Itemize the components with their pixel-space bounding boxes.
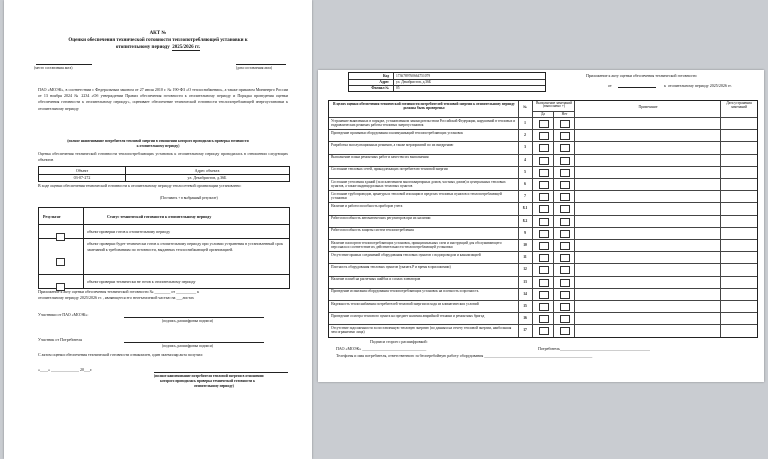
no-checkbox[interactable]	[560, 144, 570, 152]
checklist-row-number: 11	[523, 255, 527, 260]
place-caption: (место составления акта)	[34, 66, 73, 70]
yes-checkbox[interactable]	[539, 303, 549, 311]
date-caption: (дата составления акта)	[236, 66, 273, 70]
yes-checkbox[interactable]	[539, 230, 549, 238]
checklist-row-text: Наличие паспортов теплопотребляющих установок, принципиальных схем и инструкций для обслуживающего персонала и соответствие их действительности теплопотребляющей установки	[331, 240, 502, 249]
checklist-row-number: 13	[523, 279, 527, 284]
consumer-name-line[interactable]	[154, 372, 288, 373]
yes-checkbox[interactable]	[539, 266, 549, 274]
result-label-ready: объект проверки готов к отопительному периоду	[87, 229, 171, 234]
bottom-caption-3: отопительному периоду)	[194, 384, 234, 388]
yes-checkbox[interactable]	[539, 193, 549, 201]
checklist-row-text: Выполнение плана ремонтных работ и качество их выполнения	[331, 155, 429, 160]
num-header: №	[523, 105, 527, 109]
no-checkbox[interactable]	[560, 132, 570, 140]
no-checkbox[interactable]	[560, 279, 570, 287]
appendix-from: от	[608, 83, 612, 88]
appendix-period: к отопительному периоду 2025/2026 гг.	[664, 83, 732, 88]
no-checkbox[interactable]	[560, 157, 570, 165]
field-value-code: 1736789760664751079	[396, 74, 431, 78]
done-header: Выполнение замечаний (выполнено +)	[535, 100, 573, 108]
checklist-row-number: 8.1	[522, 206, 528, 211]
status-header: Статус технической готовности к отопительному периоду	[107, 214, 212, 219]
consumer-participant-label: Участник от Потребителя	[38, 337, 83, 342]
bottom-caption-1: (полное наименование потребителя тепловой энергии в отношении	[154, 374, 264, 378]
date-header: Дата устранения замечаний	[726, 101, 752, 109]
appendix-title: Приложение к акту оценки обеспечения технической готовности	[586, 73, 697, 78]
field-value-branch: 05	[396, 86, 400, 90]
intro-paragraph: ПАО «МОЭК», в соответствии с Федеральным законом от 27 июля 2010 г. № 190-ФЗ «О теплоснабжении», а также приказом Минэнерго России от 13 ноября 2024 № 2234 «Об утверждении Правил обеспечения готовности к отопительному периоду и Порядка проведения оценки обеспечения готовности к отопительному периоду», оценивает обеспечение технической готовности теплопотребляющей энергоустановки к отопительному периоду	[38, 87, 288, 111]
checklist-row-text: Отсутствие прямых соединений оборудования тепловых пунктов с водопроводом и канализацией	[331, 252, 481, 257]
object-address: ул. Декабристов, д.36Б	[187, 174, 227, 180]
act-subtitle: Оценки обеспечения технической готовности теплопотребляющей установки к	[68, 38, 248, 43]
no-checkbox[interactable]	[560, 242, 570, 250]
no-checkbox[interactable]	[560, 303, 570, 311]
yes-header: Да	[540, 112, 546, 116]
yes-checkbox[interactable]	[539, 132, 549, 140]
consumer-caption-2: к отопительному периоду)	[136, 144, 180, 148]
result-checkbox-conditional[interactable]	[56, 253, 65, 271]
checklist-row-text: Отсутствие задолженности за поставленную тепловую энергию (по данным на отчету тепловой энергии, наибольшая чем ограничено лица)	[331, 325, 512, 335]
checklist-row-number: 1	[524, 121, 526, 125]
yes-checkbox[interactable]	[539, 169, 549, 177]
address-header: Адрес объекта	[194, 168, 220, 173]
during-note: (Поставить + в выбранный результат)	[160, 195, 218, 200]
field-value-address: ул. Декабристов, д.36Б	[396, 80, 431, 84]
appendix-line: Приложение к акту оценки обеспечения технической готовности № ________ от __________ к	[38, 289, 200, 294]
signatures-title: Подписи сторон с расшифровкой:	[370, 339, 428, 344]
checklist-row-number: 6	[524, 182, 526, 186]
no-checkbox[interactable]	[560, 120, 570, 128]
checklist-row-text: Работоспособность автоматических регуляторов при их наличии	[331, 216, 431, 221]
during-paragraph: В ходе оценки обеспечения технической готовности к отопительному периоду теплосетевой организации установлено:	[38, 183, 242, 188]
checklist-row-text: Разработка эксплуатационных режимов, а также мероприятий по их внедрению	[331, 142, 454, 147]
checklist-table	[328, 100, 758, 338]
no-checkbox[interactable]	[560, 266, 570, 274]
checklist-row-number: 2	[524, 133, 526, 138]
sig-caption-1: (подпись, расшифровка подписи)	[162, 319, 214, 323]
field-label-address: Адрес	[379, 80, 389, 84]
consumer-caption: (полное наименование потребителя тепловой энергии в отношении которого проводилась проверка готовности	[67, 139, 249, 143]
object-code: 03-07-272	[73, 174, 91, 180]
yes-checkbox[interactable]	[539, 157, 549, 165]
object-header: Объект	[75, 168, 89, 173]
field-label-branch: Филиал №	[371, 86, 389, 90]
checklist-row-text: Наличие пломб на расчетных шайбах и соплах элеваторов	[331, 277, 421, 282]
checklist-row-text: Проведение испытания оборудования теплопотребляющих установок на плотность и прочность	[331, 289, 479, 294]
no-checkbox[interactable]	[560, 193, 570, 201]
yes-checkbox[interactable]	[539, 120, 549, 128]
sig-consumer-label: Потребитель_____________________________________________	[538, 346, 650, 351]
no-checkbox[interactable]	[560, 230, 570, 238]
yes-checkbox[interactable]	[539, 242, 549, 250]
date-fill-line[interactable]: «____» ______________ 20___г.	[38, 367, 93, 372]
no-checkbox[interactable]	[560, 181, 570, 189]
place-line[interactable]	[36, 64, 92, 65]
checklist-row-number: 4	[524, 157, 526, 162]
yes-checkbox[interactable]	[539, 291, 549, 299]
result-label-not-ready: объект проверки технически не готов к отопительному периоду	[87, 279, 196, 284]
checklist-row-number: 5	[524, 169, 526, 174]
checklist-row-text: Плотность оборудования тепловых пунктов (указать Р и время в приложении)	[331, 264, 451, 269]
participants-label: Участники от ПАО «МОЭК»:	[38, 312, 89, 317]
checklist-row-text: Надежность теплоснабжения потребителей тепловой энергии исходя из климатических условий	[331, 301, 479, 306]
result-checkbox-ready[interactable]	[56, 228, 65, 246]
checklist-row-number: 14	[523, 291, 527, 296]
checklist-row-text: Состояние трубопроводов, арматуры и тепловой изоляции в пределах тепловых пунктов и теплопотребляющей установки	[331, 191, 502, 200]
field-label-code: Код	[383, 74, 389, 78]
checklist-row-number: 12	[523, 267, 527, 272]
no-checkbox[interactable]	[560, 254, 570, 262]
no-checkbox[interactable]	[560, 291, 570, 299]
no-checkbox[interactable]	[560, 315, 570, 323]
checklist-row-text: Состояние утепления зданий (за исключением многоквартирных домов, частных домов) и центральных тепловых пунктов, а также индивидуальных тепловых пунктов	[331, 179, 506, 188]
sig-org-label: ПАО «МОЭК» ________________________________	[336, 346, 427, 351]
checklist-row-number: 8.2	[522, 218, 528, 223]
no-checkbox[interactable]	[560, 169, 570, 177]
checklist-row-number: 10	[523, 243, 527, 247]
checklist-row-text: Наличие и работоспособность приборов учета	[331, 203, 403, 208]
yes-checkbox[interactable]	[539, 279, 549, 287]
criteria-header: В целях оценки обеспечения технической готовности потребителей тепловой энергии к отопительному периоду должны быть проверены:	[333, 102, 515, 110]
appendix-page	[318, 70, 764, 382]
act-title: АКТ №	[149, 31, 167, 36]
yes-checkbox[interactable]	[539, 205, 549, 213]
checklist-row-text: Устранение выявленных в порядке, установленном законодательством Российской Федерации, нарушений в тепловых и гидравлических режимах работы тепловых энергоустановок	[331, 118, 516, 127]
checklist-row-number: 15	[523, 304, 527, 308]
act-subtitle-2: отопительному периоду 2025/2026 гг.	[115, 45, 201, 50]
yes-checkbox[interactable]	[539, 327, 549, 335]
no-checkbox[interactable]	[560, 327, 570, 335]
act-page	[4, 0, 312, 459]
no-checkbox[interactable]	[560, 218, 570, 226]
object-table	[38, 166, 290, 182]
checklist-row-text: Работоспособность защиты систем теплопотребления	[331, 228, 414, 233]
checklist-row-text: Состояние тепловых сетей, принадлежащих потребителю тепловой энергии	[331, 167, 448, 172]
phones-line: Телефоны и имя потребителя, ответственного за бесперебойную работу оборудования ______________________________________________________	[336, 353, 593, 358]
consumer-signature-line[interactable]	[124, 342, 264, 343]
result-label-conditional: объект проверки будет технически готов к отопительному периоду при условии устранения в установленный срок замечаний к требованиям по готовности, выданных теплоснабжающей организацией.	[87, 241, 283, 253]
assessment-paragraph: Оценка обеспечения технической готовности теплопотребляющих установок к отопительному периоду проводилась в отношении следующих объектов	[38, 151, 288, 163]
result-header: Результат	[43, 214, 61, 219]
bottom-caption-2: которого проводилась проверка технической готовности к	[160, 379, 256, 383]
copy-paragraph: С актом оценки обеспечения технической готовности ознакомлен, один экземпляр акта получил:	[38, 352, 204, 357]
checklist-row-number: 3	[524, 145, 526, 150]
checklist-row-number: 7	[524, 194, 526, 199]
checklist-row-number: 17	[523, 328, 527, 333]
no-checkbox[interactable]	[560, 205, 570, 213]
yes-checkbox[interactable]	[539, 254, 549, 262]
checklist-row-number: 16	[523, 316, 527, 321]
sig-caption-2: (подпись, расшифровка подписи)	[162, 344, 214, 348]
checklist-row-text: Проведение осмотра теплового пункта на предмет наличия аварийной техники и ремонтных бригад	[331, 313, 485, 318]
note-header: Примечание	[638, 105, 658, 109]
header-fields-table	[348, 72, 546, 92]
checklist-row-number: 9	[524, 230, 526, 235]
no-header: Нет	[561, 112, 568, 116]
participant-signature-line[interactable]	[124, 317, 264, 318]
yes-checkbox[interactable]	[539, 218, 549, 226]
yes-checkbox[interactable]	[539, 315, 549, 323]
date-line[interactable]	[236, 64, 286, 65]
appendix-line-2: отопительному периоду 2025/2026 гг. , являющееся его неотъемлемой частью на ___листах	[38, 295, 194, 300]
yes-checkbox[interactable]	[539, 181, 549, 189]
checklist-row-text: Проведение промывки оборудования и коммуникаций теплопотребляющих установок	[331, 130, 463, 135]
results-table	[38, 207, 290, 289]
yes-checkbox[interactable]	[539, 144, 549, 152]
appendix-date-line[interactable]	[618, 87, 656, 88]
